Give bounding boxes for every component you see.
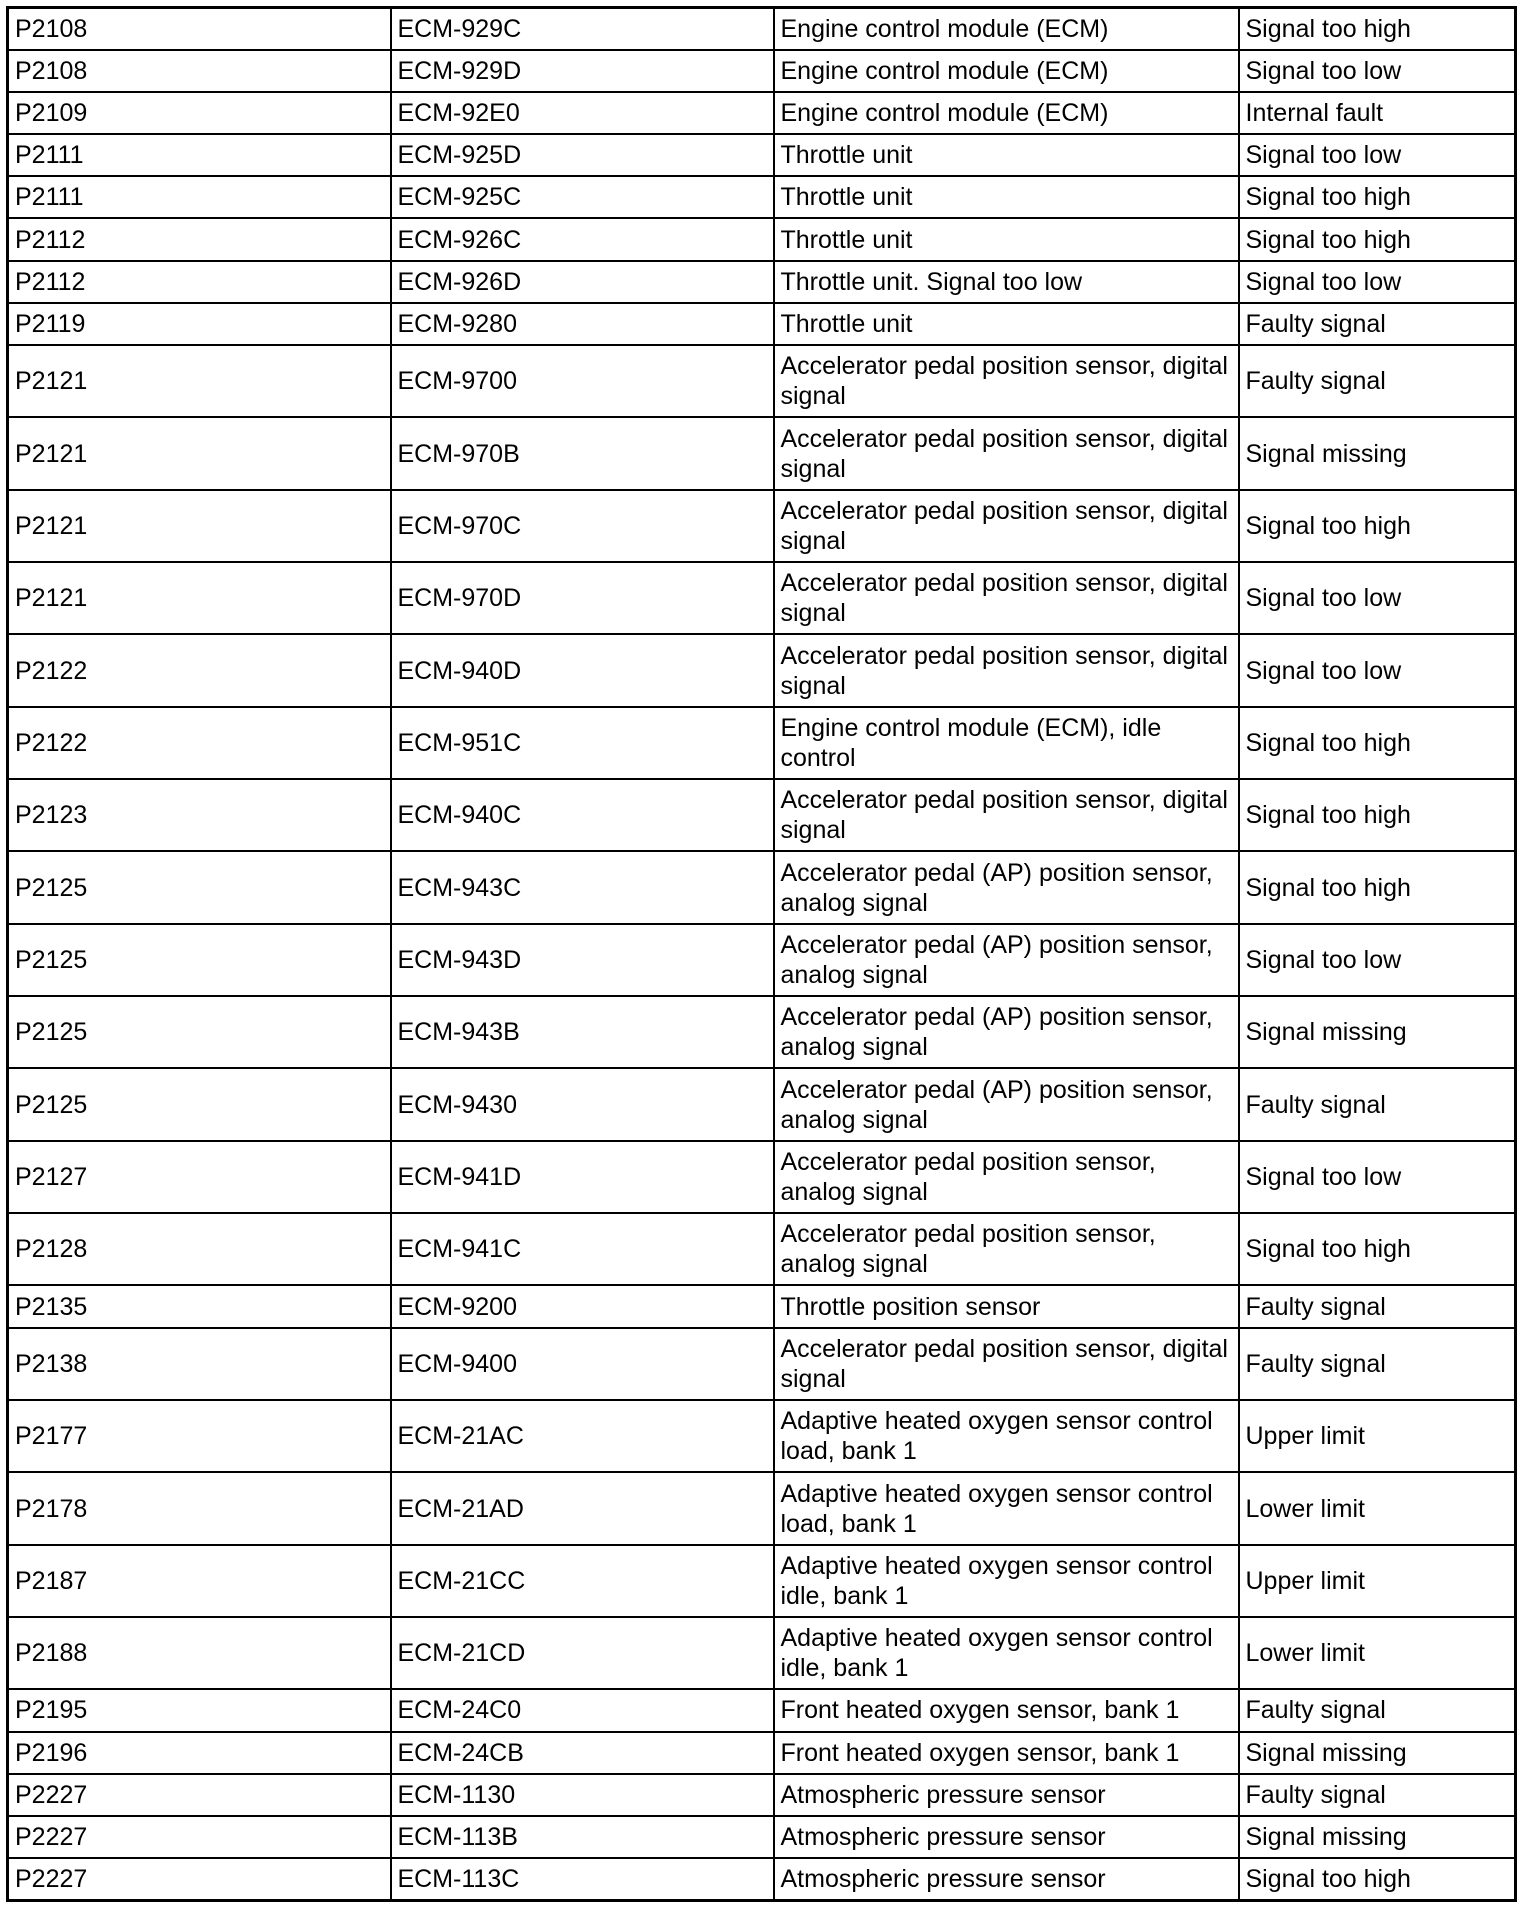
table-row [8, 345, 1516, 417]
fault-code-cell: ECM-943C [391, 851, 774, 923]
fault-code-cell: ECM-970B [391, 417, 774, 489]
component-cell: Accelerator pedal position sensor, analog signal [774, 1141, 1239, 1213]
component-cell: Accelerator pedal position sensor, digital signal [774, 562, 1239, 634]
table-row [8, 303, 1516, 345]
table-row [8, 1774, 1516, 1816]
component-cell: Throttle unit [774, 134, 1239, 176]
fault-type-cell: Signal too low [1239, 1141, 1516, 1213]
dtc-cell: P2125 [8, 924, 391, 996]
fault-type-cell: Upper limit [1239, 1400, 1516, 1472]
dtc-cell: P2128 [8, 1213, 391, 1285]
fault-type-cell: Signal missing [1239, 417, 1516, 489]
dtc-cell: P2188 [8, 1617, 391, 1689]
fault-type-cell: Signal too high [1239, 1213, 1516, 1285]
dtc-table [6, 6, 1517, 1902]
table-row [8, 417, 1516, 489]
fault-code-cell: ECM-24C0 [391, 1689, 774, 1731]
fault-code-cell: ECM-9400 [391, 1328, 774, 1400]
dtc-cell: P2127 [8, 1141, 391, 1213]
dtc-cell: P2112 [8, 261, 391, 303]
table-row [8, 1285, 1516, 1327]
table-row [8, 1732, 1516, 1774]
fault-type-cell: Signal missing [1239, 1732, 1516, 1774]
fault-type-cell: Signal too low [1239, 634, 1516, 706]
fault-code-cell: ECM-925C [391, 176, 774, 218]
fault-code-cell: ECM-970D [391, 562, 774, 634]
table-row [8, 261, 1516, 303]
fault-type-cell: Faulty signal [1239, 1689, 1516, 1731]
fault-type-cell: Signal too low [1239, 261, 1516, 303]
table-row [8, 707, 1516, 779]
fault-code-cell: ECM-9200 [391, 1285, 774, 1327]
fault-code-cell: ECM-9280 [391, 303, 774, 345]
fault-type-cell: Signal too high [1239, 1858, 1516, 1900]
dtc-cell: P2178 [8, 1472, 391, 1544]
fault-type-cell: Faulty signal [1239, 1774, 1516, 1816]
component-cell: Adaptive heated oxygen sensor control idle, bank 1 [774, 1617, 1239, 1689]
fault-type-cell: Faulty signal [1239, 345, 1516, 417]
dtc-cell: P2138 [8, 1328, 391, 1400]
fault-code-cell: ECM-951C [391, 707, 774, 779]
dtc-cell: P2195 [8, 1689, 391, 1731]
component-cell: Atmospheric pressure sensor [774, 1774, 1239, 1816]
table-row [8, 176, 1516, 218]
dtc-cell: P2119 [8, 303, 391, 345]
dtc-cell: P2196 [8, 1732, 391, 1774]
component-cell: Throttle unit [774, 303, 1239, 345]
fault-type-cell: Faulty signal [1239, 1328, 1516, 1400]
component-cell: Throttle unit. Signal too low [774, 261, 1239, 303]
fault-type-cell: Signal too high [1239, 851, 1516, 923]
dtc-cell: P2227 [8, 1858, 391, 1900]
dtc-cell: P2108 [8, 8, 391, 50]
component-cell: Adaptive heated oxygen sensor control idle, bank 1 [774, 1545, 1239, 1617]
dtc-cell: P2135 [8, 1285, 391, 1327]
fault-type-cell: Faulty signal [1239, 1285, 1516, 1327]
table-row [8, 1545, 1516, 1617]
fault-type-cell: Signal too high [1239, 8, 1516, 50]
dtc-cell: P2123 [8, 779, 391, 851]
component-cell: Adaptive heated oxygen sensor control load, bank 1 [774, 1472, 1239, 1544]
fault-type-cell: Signal missing [1239, 996, 1516, 1068]
component-cell: Accelerator pedal position sensor, digital signal [774, 634, 1239, 706]
dtc-cell: P2177 [8, 1400, 391, 1472]
component-cell: Engine control module (ECM) [774, 92, 1239, 134]
component-cell: Adaptive heated oxygen sensor control load, bank 1 [774, 1400, 1239, 1472]
table-row [8, 490, 1516, 562]
fault-type-cell: Upper limit [1239, 1545, 1516, 1617]
table-row [8, 851, 1516, 923]
component-cell: Accelerator pedal position sensor, digital signal [774, 779, 1239, 851]
table-row [8, 1689, 1516, 1731]
table-row [8, 1068, 1516, 1140]
fault-type-cell: Internal fault [1239, 92, 1516, 134]
dtc-cell: P2109 [8, 92, 391, 134]
fault-type-cell: Faulty signal [1239, 303, 1516, 345]
component-cell: Engine control module (ECM), idle control [774, 707, 1239, 779]
fault-type-cell: Signal too low [1239, 134, 1516, 176]
fault-code-cell: ECM-1130 [391, 1774, 774, 1816]
component-cell: Atmospheric pressure sensor [774, 1858, 1239, 1900]
component-cell: Accelerator pedal position sensor, digital signal [774, 1328, 1239, 1400]
component-cell: Accelerator pedal (AP) position sensor, analog signal [774, 996, 1239, 1068]
table-row [8, 50, 1516, 92]
component-cell: Accelerator pedal (AP) position sensor, analog signal [774, 1068, 1239, 1140]
fault-code-cell: ECM-24CB [391, 1732, 774, 1774]
dtc-cell: P2111 [8, 176, 391, 218]
fault-code-cell: ECM-943B [391, 996, 774, 1068]
component-cell: Engine control module (ECM) [774, 50, 1239, 92]
fault-code-cell: ECM-926C [391, 218, 774, 260]
fault-code-cell: ECM-926D [391, 261, 774, 303]
dtc-cell: P2112 [8, 218, 391, 260]
fault-type-cell: Signal too high [1239, 707, 1516, 779]
dtc-cell: P2125 [8, 996, 391, 1068]
table-row [8, 1400, 1516, 1472]
table-row [8, 1141, 1516, 1213]
fault-type-cell: Lower limit [1239, 1617, 1516, 1689]
fault-type-cell: Signal too high [1239, 218, 1516, 260]
fault-type-cell: Signal too high [1239, 490, 1516, 562]
fault-type-cell: Signal missing [1239, 1816, 1516, 1858]
component-cell: Accelerator pedal (AP) position sensor, analog signal [774, 851, 1239, 923]
fault-type-cell: Signal too high [1239, 779, 1516, 851]
dtc-cell: P2121 [8, 562, 391, 634]
dtc-cell: P2227 [8, 1774, 391, 1816]
table-row [8, 8, 1516, 50]
fault-code-cell: ECM-929C [391, 8, 774, 50]
table-row [8, 1816, 1516, 1858]
table-row [8, 1617, 1516, 1689]
table-row [8, 1472, 1516, 1544]
table-row [8, 218, 1516, 260]
component-cell: Accelerator pedal position sensor, analog signal [774, 1213, 1239, 1285]
dtc-cell: P2122 [8, 634, 391, 706]
table-row [8, 92, 1516, 134]
table-row [8, 924, 1516, 996]
fault-code-cell: ECM-943D [391, 924, 774, 996]
fault-code-cell: ECM-21AD [391, 1472, 774, 1544]
fault-code-cell: ECM-21AC [391, 1400, 774, 1472]
fault-code-cell: ECM-21CD [391, 1617, 774, 1689]
table-row [8, 779, 1516, 851]
component-cell: Throttle position sensor [774, 1285, 1239, 1327]
fault-code-cell: ECM-21CC [391, 1545, 774, 1617]
dtc-cell: P2122 [8, 707, 391, 779]
fault-code-cell: ECM-113B [391, 1816, 774, 1858]
fault-code-cell: ECM-9700 [391, 345, 774, 417]
dtc-cell: P2187 [8, 1545, 391, 1617]
fault-code-cell: ECM-970C [391, 490, 774, 562]
fault-code-cell: ECM-925D [391, 134, 774, 176]
fault-code-cell: ECM-941D [391, 1141, 774, 1213]
component-cell: Engine control module (ECM) [774, 8, 1239, 50]
component-cell: Accelerator pedal position sensor, digital signal [774, 417, 1239, 489]
component-cell: Throttle unit [774, 218, 1239, 260]
dtc-cell: P2125 [8, 1068, 391, 1140]
table-row [8, 1858, 1516, 1900]
fault-type-cell: Signal too low [1239, 50, 1516, 92]
dtc-cell: P2227 [8, 1816, 391, 1858]
dtc-cell: P2121 [8, 345, 391, 417]
component-cell: Atmospheric pressure sensor [774, 1816, 1239, 1858]
table-row [8, 1213, 1516, 1285]
dtc-cell: P2108 [8, 50, 391, 92]
component-cell: Accelerator pedal position sensor, digital signal [774, 345, 1239, 417]
table-row [8, 996, 1516, 1068]
fault-code-cell: ECM-9430 [391, 1068, 774, 1140]
component-cell: Throttle unit [774, 176, 1239, 218]
dtc-cell: P2121 [8, 417, 391, 489]
fault-type-cell: Signal too high [1239, 176, 1516, 218]
fault-type-cell: Signal too low [1239, 924, 1516, 996]
dtc-cell: P2111 [8, 134, 391, 176]
table-row [8, 134, 1516, 176]
component-cell: Front heated oxygen sensor, bank 1 [774, 1689, 1239, 1731]
fault-code-cell: ECM-113C [391, 1858, 774, 1900]
fault-code-cell: ECM-940D [391, 634, 774, 706]
fault-code-cell: ECM-929D [391, 50, 774, 92]
fault-code-cell: ECM-92E0 [391, 92, 774, 134]
fault-code-cell: ECM-940C [391, 779, 774, 851]
table-row [8, 634, 1516, 706]
fault-type-cell: Faulty signal [1239, 1068, 1516, 1140]
table-row [8, 1328, 1516, 1400]
dtc-cell: P2121 [8, 490, 391, 562]
fault-type-cell: Lower limit [1239, 1472, 1516, 1544]
fault-code-cell: ECM-941C [391, 1213, 774, 1285]
component-cell: Accelerator pedal (AP) position sensor, analog signal [774, 924, 1239, 996]
dtc-cell: P2125 [8, 851, 391, 923]
component-cell: Accelerator pedal position sensor, digital signal [774, 490, 1239, 562]
dtc-table-body [8, 8, 1516, 1901]
table-row [8, 562, 1516, 634]
component-cell: Front heated oxygen sensor, bank 1 [774, 1732, 1239, 1774]
fault-type-cell: Signal too low [1239, 562, 1516, 634]
